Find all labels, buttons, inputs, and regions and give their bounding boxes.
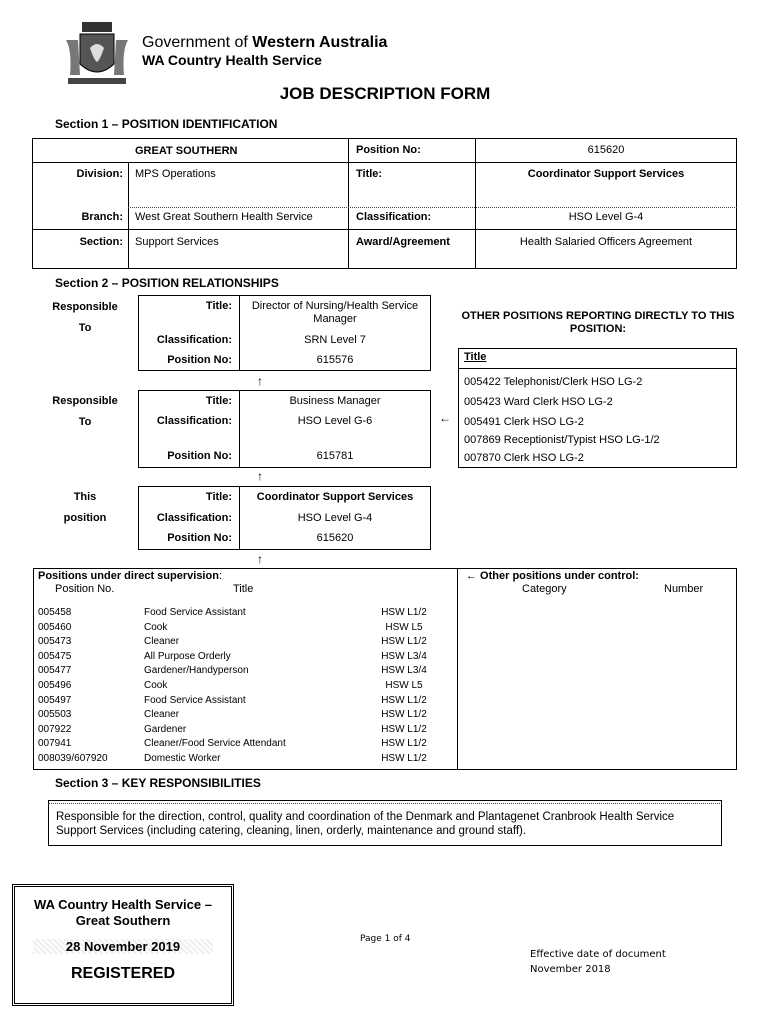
section-label: Section: xyxy=(79,236,123,248)
row-level: HSW L1/2 xyxy=(381,709,427,721)
col-number: Number xyxy=(664,583,704,595)
box3-classification: HSO Level G-4 xyxy=(297,512,373,524)
division-value: MPS Operations xyxy=(135,168,216,180)
row-position-no: 005503 xyxy=(38,709,72,721)
position-no-value: 615620 xyxy=(587,144,625,156)
row-level: HSW L3/4 xyxy=(381,650,427,662)
table-row xyxy=(38,651,448,665)
branch-label: Branch: xyxy=(81,211,123,223)
row-level: HSW L1/2 xyxy=(381,636,427,648)
other-positions-box xyxy=(458,348,737,468)
other-position-item: 007869 Receptionist/Typist HSO LG-1/2 xyxy=(464,434,660,446)
table-row xyxy=(38,665,448,679)
other-position-item: 005422 Telephonist/Clerk HSO LG-2 xyxy=(464,376,643,388)
box1-classification: SRN Level 7 xyxy=(304,334,366,346)
row-title: Cook xyxy=(144,680,168,691)
col-position-no: Position No. xyxy=(55,583,115,595)
supervision-heading: Positions under direct supervision: xyxy=(38,570,222,582)
box2-position-no: 615781 xyxy=(316,450,354,462)
table-row xyxy=(38,724,448,738)
registered-stamp: WA Country Health Service – Great Southern 28 November 2019 REGISTERED xyxy=(12,884,234,1006)
row-title: Food Service Assistant xyxy=(144,607,246,618)
table-row xyxy=(38,709,448,723)
form-title: JOB DESCRIPTION FORM xyxy=(279,84,491,103)
section2-heading: Section 2 – POSITION RELATIONSHIPS xyxy=(55,276,279,290)
row-position-no: 005496 xyxy=(38,680,72,691)
row-title: Gardener/Handyperson xyxy=(144,665,249,677)
row-position-no: 005477 xyxy=(38,665,72,677)
other-positions-title-label: Title xyxy=(464,351,487,363)
row-level: HSW L5 xyxy=(385,680,423,691)
this-position-label: This position xyxy=(63,491,107,524)
box1-title: Director of Nursing/Health Service Manager xyxy=(251,300,419,325)
box2-title: Business Manager xyxy=(289,395,381,407)
other-positions-heading: OTHER POSITIONS REPORTING DIRECTLY TO THIS POSITION: xyxy=(461,310,735,335)
position-identification-table xyxy=(32,138,737,269)
position-no-label: Position No: xyxy=(356,144,421,156)
row-position-no: 007922 xyxy=(38,723,72,735)
arrow-up-icon: ↑ xyxy=(257,552,263,566)
table-row xyxy=(38,622,448,636)
classification-value: HSO Level G-4 xyxy=(568,211,644,223)
row-position-no: 005497 xyxy=(38,694,72,706)
row-title: Cleaner xyxy=(144,636,180,648)
box2-classification: HSO Level G-6 xyxy=(297,415,373,427)
effective-date: November 2018 xyxy=(530,964,611,975)
row-level: HSW L1/2 xyxy=(381,723,427,735)
section1-heading: Section 1 – POSITION IDENTIFICATION xyxy=(55,117,278,131)
row-position-no: 007941 xyxy=(38,738,72,750)
other-control-heading: ← Other positions under control: xyxy=(466,570,639,582)
stamp-date: 28 November 2019 xyxy=(33,939,213,954)
row-title: Cleaner xyxy=(144,709,180,721)
stamp-status: REGISTERED xyxy=(70,965,175,982)
row-title: Cleaner/Food Service Attendant xyxy=(144,738,286,750)
row-title: Domestic Worker xyxy=(144,753,221,764)
table-row xyxy=(38,607,448,621)
col-title: Title xyxy=(233,583,254,595)
title-value: Coordinator Support Services xyxy=(527,168,685,180)
key-responsibilities-text: Responsible for the direction, control, quality and coordination of the Denmark and Plantagenet Cranbrook Health Service Support Services (including catering, cleaning, linen, orderly, maintenance and ground staff). xyxy=(56,811,675,837)
table-row xyxy=(38,636,448,650)
page-number: Page 1 of 4 xyxy=(360,934,411,944)
responsible-label-2: Responsible To xyxy=(52,395,118,428)
section3-heading: Section 3 – KEY RESPONSIBILITIES xyxy=(55,776,261,790)
row-position-no: 005473 xyxy=(38,636,72,648)
row-position-no: 005460 xyxy=(38,621,72,633)
coat-of-arms-logo xyxy=(62,20,132,90)
arrow-left-icon: ← xyxy=(439,411,451,425)
row-title: Gardener xyxy=(144,723,187,735)
other-position-item: 007870 Clerk HSO LG-2 xyxy=(464,452,584,464)
row-position-no: 008039/607920 xyxy=(38,753,108,764)
service-heading: WA Country Health Service xyxy=(142,52,322,68)
col-category: Category xyxy=(522,583,567,595)
row-level: HSW L1/2 xyxy=(381,738,427,750)
row-level: HSW L1/2 xyxy=(381,607,427,618)
row-title: Cook xyxy=(144,621,168,633)
arrow-up-icon: ↑ xyxy=(257,469,263,483)
responsible-label-1: Responsible To xyxy=(52,301,118,334)
row-position-no: 005458 xyxy=(38,607,72,618)
row-position-no: 005475 xyxy=(38,650,72,662)
other-position-item: 005423 Ward Clerk HSO LG-2 xyxy=(464,396,613,408)
award-value: Health Salaried Officers Agreement xyxy=(519,236,693,248)
gov-heading: Government of Western Australia xyxy=(142,34,388,51)
award-label: Award/Agreement xyxy=(356,236,450,248)
region-name: GREAT SOUTHERN xyxy=(135,145,238,157)
branch-value: West Great Southern Health Service xyxy=(135,211,313,223)
division-label: Division: xyxy=(76,168,123,180)
table-row xyxy=(38,753,448,767)
arrow-up-icon: ↑ xyxy=(257,374,263,388)
row-title: All Purpose Orderly xyxy=(144,650,231,662)
effective-label: Effective date of document xyxy=(530,949,666,960)
row-title: Food Service Assistant xyxy=(144,694,246,706)
row-level: HSW L5 xyxy=(385,621,423,633)
row-level: HSW L3/4 xyxy=(381,665,427,677)
table-row xyxy=(38,695,448,709)
row-level: HSW L1/2 xyxy=(381,753,427,764)
row-level: HSW L1/2 xyxy=(381,694,427,706)
table-row xyxy=(38,738,448,752)
other-position-item: 005491 Clerk HSO LG-2 xyxy=(464,416,584,428)
title-label: Title: xyxy=(356,168,383,180)
box3-title: Coordinator Support Services xyxy=(256,491,414,503)
box3-position-no: 615620 xyxy=(316,532,354,544)
box1-position-no: 615576 xyxy=(316,354,354,366)
section-value: Support Services xyxy=(135,236,219,248)
classification-label: Classification: xyxy=(356,211,432,223)
table-row xyxy=(38,680,448,694)
